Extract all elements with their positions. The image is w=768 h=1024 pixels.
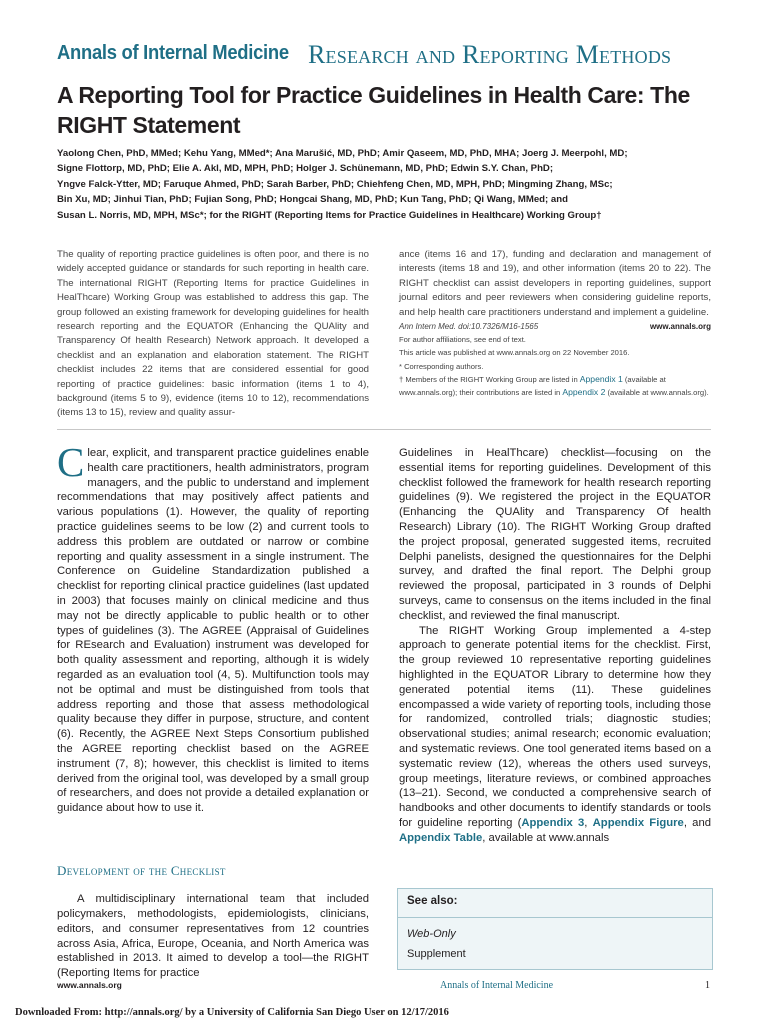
- published-note: This article was published at www.annals.org on 22 November 2016.: [399, 348, 630, 358]
- see-also-divider: [398, 917, 712, 918]
- appendix-3-link[interactable]: Appendix 3: [521, 816, 585, 829]
- members-note: [399, 373, 711, 399]
- footer-journal: Annals of Internal Medicine: [440, 980, 554, 991]
- body-column-right: [399, 446, 711, 846]
- author-line: Yngve Falck-Ytter, MD; Faruque Ahmed, PhD; Sarah Barber, PhD; Chiehfeng Chen, MD, MPH, PhD; Mingming Zhang, MSc;: [57, 178, 613, 190]
- supplement-link[interactable]: Supplement: [407, 948, 466, 960]
- body-text: The RIGHT Working Group implemented a 4-step approach to generate potential items for the checklist. First, the group reviewed 10 representative reporting guidelines highlighted in the EQUATOR Library to determine how they generated potential items (11). These guidelines encompassed a wide variety of reporting tools, including those for randomized, controlled trials; diagnostic studies; observational studies; animal research; economic evaluation; and systematic reviews. One tool generated items based on a systematic review (12), whereas the others used surveys, group meetings, literature reviews, or combined approaches (13–21). Second, we conducted a comprehensive search of handbooks and other documents to identify standards or tools for guideline reporting (: [399, 624, 711, 829]
- citation: Ann Intern Med. doi:10.7326/M16-1565: [399, 322, 539, 331]
- appendix-1-link[interactable]: Appendix 1: [579, 373, 623, 384]
- web-only-label: Web-Only: [407, 928, 456, 940]
- members-text: (available at www.annals.org).: [605, 388, 709, 398]
- affiliations-note: For author affiliations, see end of text.: [399, 335, 526, 345]
- corresponding-note: * Corresponding authors.: [399, 361, 484, 371]
- body-text: , available at www.annals: [482, 831, 610, 844]
- body-text: ,: [584, 816, 593, 829]
- body-paragraph: Guidelines in HealThcare) checklist—focusing on the essential items for reporting guidelines. Development of this checklist followed the framework for health research reporting guidelines (9). We registered the project in the EQUATOR (Enhancing the QUAlity and Transparency Of health Research) Library (10). The RIGHT Working Group drafted the project proposal, generated suggested items, recruited Delphi panelists, designed the questionnaires for the Delphi survey, and drafted the final report. The Delphi group reviewed the proposal, participated in 3 rounds of Delphi surveys, came to consensus on the items included in the final checklist, and reviewed the final manuscript.: [399, 447, 711, 622]
- footer-url[interactable]: www.annals.org: [57, 980, 122, 990]
- journal-name: Annals of Internal Medicine: [57, 42, 289, 64]
- body-paragraph: [399, 624, 711, 846]
- author-line: Bin Xu, MD; Jinhui Tian, PhD; Fujian Song, PhD; Hongcai Shang, MD, PhD; Kun Tang, PhD; Qi Wang, MMed; and: [57, 194, 568, 206]
- abstract-right: ance (items 16 and 17), funding and declaration and management of interests (items 18 and 19), and other information (items 20 to 22). The RIGHT checklist can assist developers in reporting guidelines, support journal editors and peer reviewers when considering guideline reports, and help health care practitioners understand and implement a guideline.: [399, 249, 711, 318]
- section-heading: Research and Reporting Methods: [308, 40, 672, 69]
- divider: [57, 429, 711, 430]
- appendix-figure-link[interactable]: Appendix Figure: [592, 816, 684, 829]
- abstract-left: The quality of reporting practice guidelines is often poor, and there is no widely accepted guidance or standards for such reporting in health care. The international RIGHT (Reporting Items for practice Guidelines in HealThcare) Working Group was established to address this gap. The group followed an existing framework for developing guidelines for health research reporting and the EQUATOR (Enhancing the QUAlity and Transparency Of health Research) Network approach. It developed a checklist and an explanation and elaboration statement. The RIGHT checklist includes 22 items that are considered essential for good reporting of practice guidelines: basic information (items 1 to 4), background (items 5 to 9), evidence (items 10 to 12), recommendations (items 13 to 15), review and quality assur-: [57, 249, 369, 419]
- author-line: Susan L. Norris, MD, MPH, MSc*; for the RIGHT (Reporting Items for Practice Guidelines in Healthcare) Working Group†: [57, 209, 602, 221]
- appendix-table-link[interactable]: Appendix Table: [399, 831, 483, 844]
- see-also-box: [397, 888, 713, 970]
- author-line: Yaolong Chen, PhD, MMed; Kehu Yang, MMed*; Ana Marušić, MD, PhD; Amir Qaseem, MD, PhD, MHA; Joerg J. Meerpohl, MD;: [57, 148, 628, 159]
- page-number: 1: [705, 980, 710, 991]
- drop-cap: C: [57, 439, 85, 485]
- development-text: A multidisciplinary international team that included policymakers, methodologists, epidemiologists, clinicians, editors, and consumer representatives from 12 countries across Asia, Africa, Europe, Oceania, and North America was established in 2013. It aimed to develop a tool—the RIGHT (Reporting Items for practice: [57, 893, 369, 980]
- see-also-heading: See also:: [407, 895, 458, 907]
- intro-paragraph: [57, 439, 369, 816]
- appendix-2-link[interactable]: Appendix 2: [562, 387, 606, 398]
- author-line: Signe Flottorp, MD, PhD; Elie A. Akl, MD, MPH, PhD; Holger J. Schünemann, MD, PhD; Edwin S.Y. Chan, PhD;: [57, 163, 554, 175]
- download-notice: Downloaded From: http://annals.org/ by a University of California San Diego User on 12/17/2016: [15, 1007, 449, 1018]
- author-list: [57, 146, 717, 223]
- body-column-left: [57, 439, 369, 816]
- section-heading-development: Development of the Checklist: [57, 863, 226, 878]
- article-title: A Reporting Tool for Practice Guidelines in Health Care: The RIGHT Statement: [57, 82, 690, 138]
- article-meta: [399, 320, 711, 399]
- intro-text: lear, explicit, and transparent practice guidelines enable health care practitioners, health administrators, program managers, and the public to understand and implement recommendations that may positively affect patients and various populations (1). However, the quality of reporting practice guidelines seems to be low (2) and current tools to address this problem are outdated or narrow or combine reporting and quality assessment in a single instrument. The Conference on Guideline Standardization published a checklist for reporting clinical practice guidelines (last updated in 2003) that focuses mainly on clinical medicine and thus may not be directly applicable to public health or to other types of guidelines (3). The AGREE (Appraisal of Guidelines for REsearch and Evaluation) instrument was developed for both quality assessment and reporting, although it is widely regarded as an evaluation tool (4, 5). Multifunction tools may not be optimal and must be distinguished from tools that address reporting and those that assess methodological quality because they differ in purpose, structure, and content (6). Recently, the AGREE Next Steps Consortium published the AGREE reporting checklist based on the AGREE instrument (7, 8); however, this checklist is limited to items derived from the original tool, was developed by a small group of researchers, and does not provide a detailed explanation or guidance about how to use it.: [57, 447, 369, 815]
- site-link[interactable]: www.annals.org: [649, 322, 711, 331]
- members-text: (available at www.annals.org); their contributions are listed in: [399, 374, 666, 398]
- body-text: , and: [683, 816, 712, 829]
- development-paragraph: [57, 881, 369, 992]
- members-text: † Members of the RIGHT Working Group are listed in: [399, 374, 580, 384]
